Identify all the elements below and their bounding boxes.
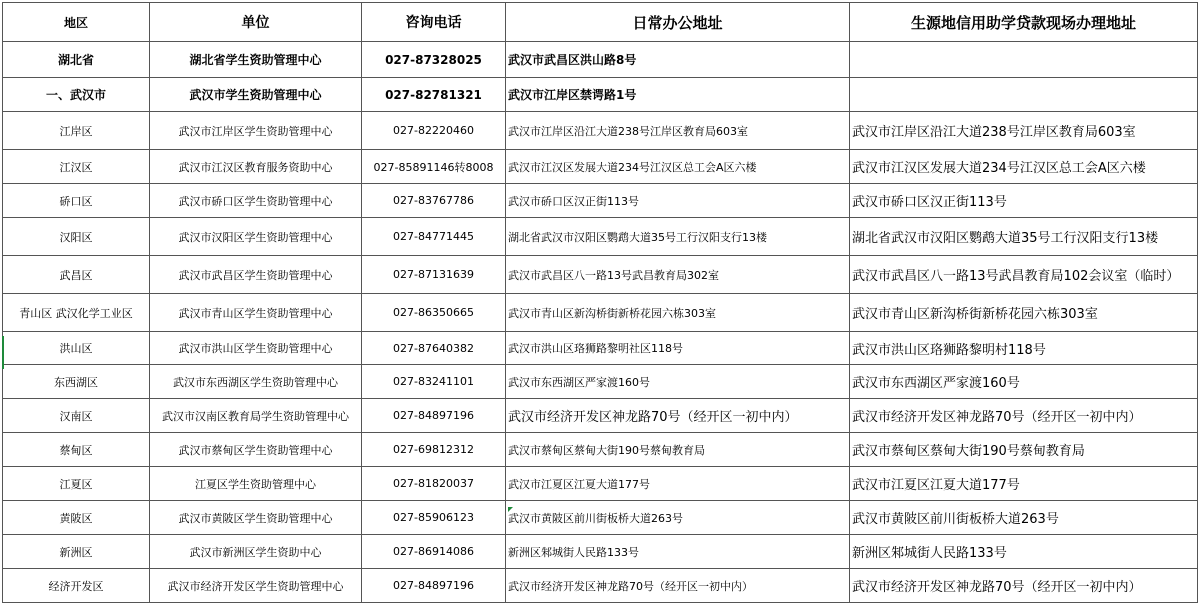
phone-cell[interactable]: 027-84897196 xyxy=(362,569,506,603)
header-unit: 单位 xyxy=(150,3,362,42)
office-address-cell[interactable]: 武汉市江汉区发展大道234号江汉区总工会A区六楼 xyxy=(506,150,850,184)
header-office-address: 日常办公地址 xyxy=(506,3,850,42)
phone-cell[interactable]: 027-87640382 xyxy=(362,332,506,365)
phone-cell[interactable]: 027-87328025 xyxy=(362,42,506,78)
office-address-cell[interactable]: 武汉市东西湖区严家渡160号 xyxy=(506,365,850,399)
unit-cell[interactable]: 武汉市硚口区学生资助管理中心 xyxy=(150,184,362,218)
loan-address-cell[interactable]: 武汉市经济开发区神龙路70号（经开区一初中内） xyxy=(850,399,1198,433)
unit-cell[interactable]: 武汉市蔡甸区学生资助管理中心 xyxy=(150,433,362,467)
region-cell[interactable]: 一、武汉市 xyxy=(3,78,150,112)
region-cell[interactable]: 江汉区 xyxy=(3,150,150,184)
loan-address-cell[interactable]: 武汉市硚口区汉正街113号 xyxy=(850,184,1198,218)
phone-cell[interactable]: 027-84897196 xyxy=(362,399,506,433)
unit-cell[interactable]: 武汉市经济开发区学生资助管理中心 xyxy=(150,569,362,603)
region-cell[interactable]: 黄陂区 xyxy=(3,501,150,535)
table-row xyxy=(3,332,1198,365)
phone-cell[interactable]: 027-86350665 xyxy=(362,294,506,332)
phone-cell[interactable]: 027-84771445 xyxy=(362,218,506,256)
unit-cell[interactable]: 武汉市洪山区学生资助管理中心 xyxy=(150,332,362,365)
office-address-cell[interactable]: 湖北省武汉市汉阳区鹦鹉大道35号工行汉阳支行13楼 xyxy=(506,218,850,256)
loan-address-cell[interactable]: 武汉市青山区新沟桥街新桥花园六栋303室 xyxy=(850,294,1198,332)
office-address-cell[interactable]: 武汉市江夏区江夏大道177号 xyxy=(506,467,850,501)
phone-cell[interactable]: 027-83767786 xyxy=(362,184,506,218)
region-cell[interactable]: 洪山区 xyxy=(3,332,150,365)
office-address-cell[interactable]: 武汉市经济开发区神龙路70号（经开区一初中内） xyxy=(506,569,850,603)
table-row xyxy=(3,256,1198,294)
office-address-cell[interactable]: 武汉市江岸区禁谔路1号 xyxy=(506,78,850,112)
phone-cell[interactable]: 027-86914086 xyxy=(362,535,506,569)
office-address-cell[interactable]: 武汉市蔡甸区蔡甸大街190号蔡甸教育局 xyxy=(506,433,850,467)
office-address-cell[interactable]: 武汉市武昌区洪山路8号 xyxy=(506,42,850,78)
table-row xyxy=(3,535,1198,569)
unit-cell[interactable]: 武汉市青山区学生资助管理中心 xyxy=(150,294,362,332)
table-row xyxy=(3,78,1198,112)
loan-address-cell[interactable]: 新洲区邾城街人民路133号 xyxy=(850,535,1198,569)
table-row xyxy=(3,433,1198,467)
header-region: 地区 xyxy=(3,3,150,42)
region-cell[interactable]: 青山区 武汉化学工业区 xyxy=(3,294,150,332)
loan-address-cell[interactable] xyxy=(850,78,1198,112)
loan-address-cell[interactable]: 武汉市东西湖区严家渡160号 xyxy=(850,365,1198,399)
region-cell[interactable]: 武昌区 xyxy=(3,256,150,294)
loan-address-cell[interactable]: 武汉市武昌区八一路13号武昌教育局102会议室（临时） xyxy=(850,256,1198,294)
phone-cell[interactable]: 027-85906123 xyxy=(362,501,506,535)
office-table xyxy=(2,2,1198,603)
table-row xyxy=(3,112,1198,150)
region-cell[interactable]: 江夏区 xyxy=(3,467,150,501)
table-row xyxy=(3,150,1198,184)
header-phone: 咨询电话 xyxy=(362,3,506,42)
table-row xyxy=(3,184,1198,218)
unit-cell[interactable]: 武汉市东西湖区学生资助管理中心 xyxy=(150,365,362,399)
phone-cell[interactable]: 027-69812312 xyxy=(362,433,506,467)
region-cell[interactable]: 江岸区 xyxy=(3,112,150,150)
phone-cell[interactable]: 027-81820037 xyxy=(362,467,506,501)
loan-address-cell[interactable]: 武汉市洪山区珞狮路黎明村118号 xyxy=(850,332,1198,365)
loan-address-cell[interactable]: 武汉市江岸区沿江大道238号江岸区教育局603室 xyxy=(850,112,1198,150)
loan-address-cell[interactable]: 武汉市江汉区发展大道234号江汉区总工会A区六楼 xyxy=(850,150,1198,184)
phone-cell[interactable]: 027-83241101 xyxy=(362,365,506,399)
region-cell[interactable]: 新洲区 xyxy=(3,535,150,569)
unit-cell[interactable]: 武汉市汉南区教育局学生资助管理中心 xyxy=(150,399,362,433)
table-row xyxy=(3,399,1198,433)
unit-cell[interactable]: 武汉市新洲区学生资助中心 xyxy=(150,535,362,569)
office-address-cell[interactable]: 新洲区邾城街人民路133号 xyxy=(506,535,850,569)
header-loan-address: 生源地信用助学贷款现场办理地址 xyxy=(850,3,1198,42)
phone-cell[interactable]: 027-85891146转8008 xyxy=(362,150,506,184)
unit-cell[interactable]: 武汉市武昌区学生资助管理中心 xyxy=(150,256,362,294)
table-row xyxy=(3,501,1198,535)
office-address-cell[interactable]: 武汉市黄陂区前川街板桥大道263号 xyxy=(506,501,850,535)
loan-address-cell[interactable]: 武汉市蔡甸区蔡甸大街190号蔡甸教育局 xyxy=(850,433,1198,467)
table-row xyxy=(3,569,1198,603)
region-cell[interactable]: 湖北省 xyxy=(3,42,150,78)
office-address-cell[interactable]: 武汉市洪山区珞狮路黎明社区118号 xyxy=(506,332,850,365)
unit-cell[interactable]: 武汉市学生资助管理中心 xyxy=(150,78,362,112)
unit-cell[interactable]: 武汉市黄陂区学生资助管理中心 xyxy=(150,501,362,535)
loan-address-cell[interactable]: 武汉市经济开发区神龙路70号（经开区一初中内） xyxy=(850,569,1198,603)
cell-comment-marker xyxy=(508,507,513,512)
office-address-cell[interactable]: 武汉市经济开发区神龙路70号（经开区一初中内） xyxy=(506,399,850,433)
office-address-cell[interactable]: 武汉市武昌区八一路13号武昌教育局302室 xyxy=(506,256,850,294)
office-address-cell[interactable]: 武汉市青山区新沟桥街新桥花园六栋303室 xyxy=(506,294,850,332)
table-row xyxy=(3,218,1198,256)
loan-address-cell[interactable]: 武汉市黄陂区前川街板桥大道263号 xyxy=(850,501,1198,535)
table-row xyxy=(3,42,1198,78)
unit-cell[interactable]: 武汉市江岸区学生资助管理中心 xyxy=(150,112,362,150)
phone-cell[interactable]: 027-87131639 xyxy=(362,256,506,294)
unit-cell[interactable]: 江夏区学生资助管理中心 xyxy=(150,467,362,501)
unit-cell[interactable]: 武汉市江汉区教育服务资助中心 xyxy=(150,150,362,184)
unit-cell[interactable]: 湖北省学生资助管理中心 xyxy=(150,42,362,78)
phone-cell[interactable]: 027-82220460 xyxy=(362,112,506,150)
region-cell[interactable]: 汉南区 xyxy=(3,399,150,433)
region-cell[interactable]: 蔡甸区 xyxy=(3,433,150,467)
region-cell[interactable]: 汉阳区 xyxy=(3,218,150,256)
unit-cell[interactable]: 武汉市汉阳区学生资助管理中心 xyxy=(150,218,362,256)
header-row xyxy=(3,3,1198,42)
phone-cell[interactable]: 027-82781321 xyxy=(362,78,506,112)
loan-address-cell[interactable]: 湖北省武汉市汉阳区鹦鹉大道35号工行汉阳支行13楼 xyxy=(850,218,1198,256)
office-address-cell[interactable]: 武汉市江岸区沿江大道238号江岸区教育局603室 xyxy=(506,112,850,150)
office-address-cell[interactable]: 武汉市硚口区汉正街113号 xyxy=(506,184,850,218)
table-row xyxy=(3,294,1198,332)
region-cell[interactable]: 东西湖区 xyxy=(3,365,150,399)
table-row xyxy=(3,467,1198,501)
loan-address-cell[interactable] xyxy=(850,42,1198,78)
cell-indicator xyxy=(2,336,4,369)
loan-address-cell[interactable]: 武汉市江夏区江夏大道177号 xyxy=(850,467,1198,501)
table-row xyxy=(3,365,1198,399)
region-cell[interactable]: 硚口区 xyxy=(3,184,150,218)
region-cell[interactable]: 经济开发区 xyxy=(3,569,150,603)
